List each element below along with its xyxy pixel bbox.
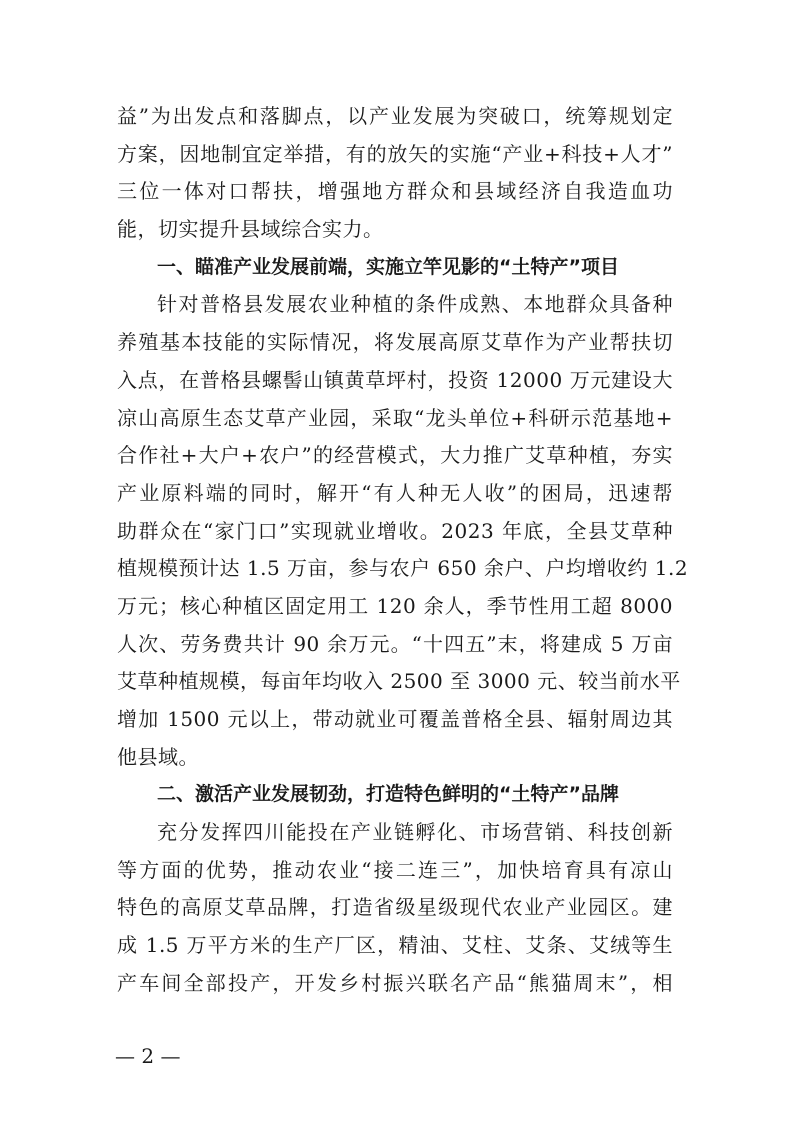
text-line: 充分发挥四川能投在产业链孵化、市场营销、科技创新 bbox=[157, 820, 673, 845]
section-heading-1: 一、瞄准产业发展前端，实施立竿见影的“土特产”项目 bbox=[157, 255, 619, 278]
text-line: 针对普格县发展农业种植的条件成熟、本地群众具备种 bbox=[157, 292, 673, 317]
text-line: 万元；核心种植区固定用工 120 余人，季节性用工超 8000 bbox=[117, 593, 673, 618]
text-line: 凉山高原生态艾草产业园，采取“龙头单位+科研示范基地+ bbox=[117, 405, 673, 430]
text-line: 特色的高原艾草品牌，打造省级星级现代农业产业园区。建 bbox=[117, 895, 673, 920]
text-line: 他县域。 bbox=[117, 744, 199, 769]
section-heading-2: 二、激活产业发展韧劲，打造特色鲜明的“土特产”品牌 bbox=[157, 783, 619, 806]
text-line: 增加 1500 元以上，带动就业可覆盖普格全县、辐射周边其 bbox=[117, 707, 673, 731]
text-line: 植规模预计达 1.5 万亩，参与农户 650 余户、户均增收约 1.2 bbox=[117, 556, 689, 581]
text-line: 人次、劳务费共计 90 余万元。“十四五”末，将建成 5 万亩 bbox=[117, 631, 673, 656]
text-line: 成 1.5 万平方米的生产厂区，精油、艾柱、艾条、艾绒等生 bbox=[117, 933, 673, 958]
page-number: — 2 — bbox=[115, 1044, 181, 1068]
text-line: 入点，在普格县螺髻山镇黄草坪村，投资 12000 万元建设大 bbox=[117, 367, 673, 392]
paragraph-section-2 bbox=[117, 814, 673, 1002]
text-line: 艾草种植规模，每亩年均收入 2500 至 3000 元、较当前水平 bbox=[117, 669, 681, 694]
text-line: 产车间全部投产，开发乡村振兴联名产品“熊猫周末”，相 bbox=[117, 970, 673, 995]
paragraph-intro-continued bbox=[117, 98, 673, 249]
text-line: 合作社+大户+农户”的经营模式，大力推广艾草种植，夯实 bbox=[117, 443, 673, 468]
text-line: 益”为出发点和落脚点，以产业发展为突破口，统筹规划定 bbox=[117, 104, 673, 128]
text-line: 能，切实提升县域综合实力。 bbox=[117, 217, 384, 242]
text-line: 养殖基本技能的实际情况，将发展高原艾草作为产业帮扶切 bbox=[117, 330, 673, 355]
text-line: 等方面的优势，推动农业“接二连三”，加快培育具有凉山 bbox=[117, 857, 673, 882]
text-line: 产业原料端的同时，解开“有人种无人收”的困局，迅速帮 bbox=[117, 480, 673, 505]
paragraph-section-1 bbox=[117, 286, 689, 776]
text-line: 方案，因地制宜定举措，有的放矢的实施“产业+科技+人才” bbox=[117, 141, 673, 166]
text-line: 三位一体对口帮扶，增强地方群众和县域经济自我造血功 bbox=[117, 179, 673, 204]
document-body bbox=[117, 98, 689, 1003]
text-line: 助群众在“家门口”实现就业增收。2023 年底，全县艾草种 bbox=[117, 518, 673, 543]
